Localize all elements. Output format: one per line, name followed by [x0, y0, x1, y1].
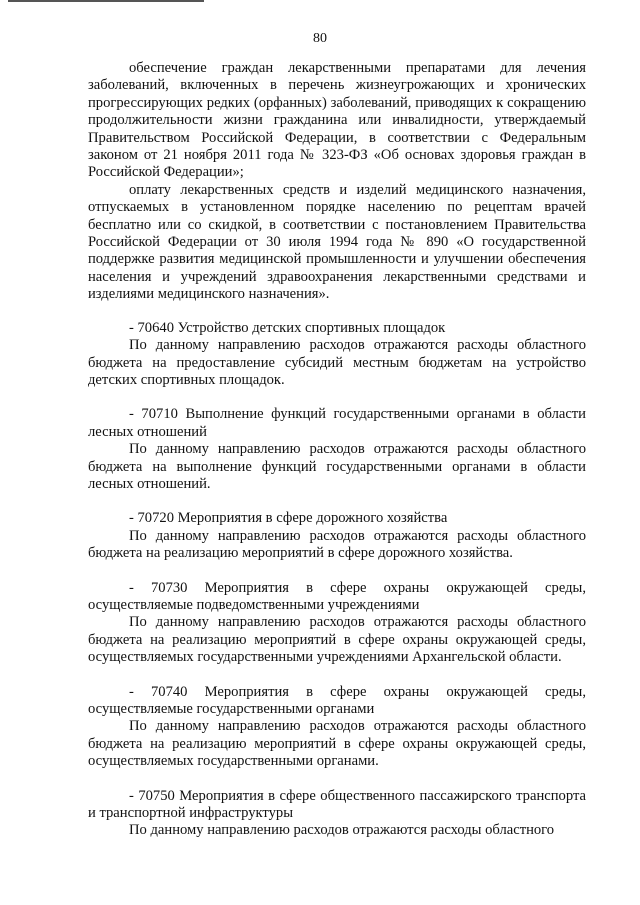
document-body [88, 60, 586, 840]
paragraph-drug-payment: оплату лекарственных средств и изделий медицинского назначения, отпускаемых в установленном порядке населению по рецептам врачей бесплатно или со скидкой, в соответствии с постановлением Правительства Российской Федерации от 30 июля 1994 года № 890 «О государственной поддержке развития медицинской промышленности и улучшении обеспечения населения и учреждений здравоохранения лекарственными средствами и изделиями медицинского назначения». [88, 181, 586, 303]
top-rule [8, 0, 204, 2]
section-heading-70740: - 70740 Мероприятия в сфере охраны окружающей среды, осуществляемые государственными органами [88, 683, 586, 717]
section-heading-70750: - 70750 Мероприятия в сфере общественного пассажирского транспорта и транспортной инфраструктуры [88, 787, 586, 822]
section-heading-70710: - 70710 Выполнение функций государственными органами в области лесных отношений [88, 406, 586, 440]
section-text-70710: По данному направлению расходов отражаются расходы областного бюджета на выполнение функций государственными органами в области лесных отношений. [88, 441, 586, 492]
section-text-70720: По данному направлению расходов отражаются расходы областного бюджета на реализацию мероприятий в сфере дорожного хозяйства. [88, 527, 586, 562]
section-heading-70730: - 70730 Мероприятия в сфере охраны окружающей среды, осуществляемые подведомственными учреждениями [88, 579, 586, 613]
section-heading-70720: - 70720 Мероприятия в сфере дорожного хозяйства [129, 510, 448, 527]
section-heading-70640: - 70640 Устройство детских спортивных площадок [129, 319, 446, 336]
paragraph-drug-provision: обеспечение граждан лекарственными препаратами для лечения заболеваний, включенных в перечень жизнеугрожающих и хронических прогрессирующих редких (орфанных) заболеваний, приводящих к сокращению продолжительности жизни гражданина или инвалидности, утверждаемый Правительством Российской Федерации, в соответствии с Федеральным законом от 21 ноября 2011 года № 323-ФЗ «Об основах здоровья граждан в Российской Федерации»; [88, 60, 586, 181]
section-text-70640: По данному направлению расходов отражаются расходы областного бюджета на предоставление субсидий местным бюджетам на устройство детских спортивных площадок. [88, 337, 586, 388]
section-text-70730: По данному направлению расходов отражаются расходы областного бюджета на реализацию мероприятий в сфере охраны окружающей среды, осуществляемых государственными учреждениями Архангельской области. [88, 614, 586, 666]
page-number: 80 [313, 31, 327, 46]
section-text-70750: По данному направлению расходов отражаются расходы областного [129, 822, 555, 839]
section-text-70740: По данному направлению расходов отражаются расходы областного бюджета на реализацию мероприятий в сфере охраны окружающей среды, осуществляемых государственными органами. [88, 718, 586, 770]
